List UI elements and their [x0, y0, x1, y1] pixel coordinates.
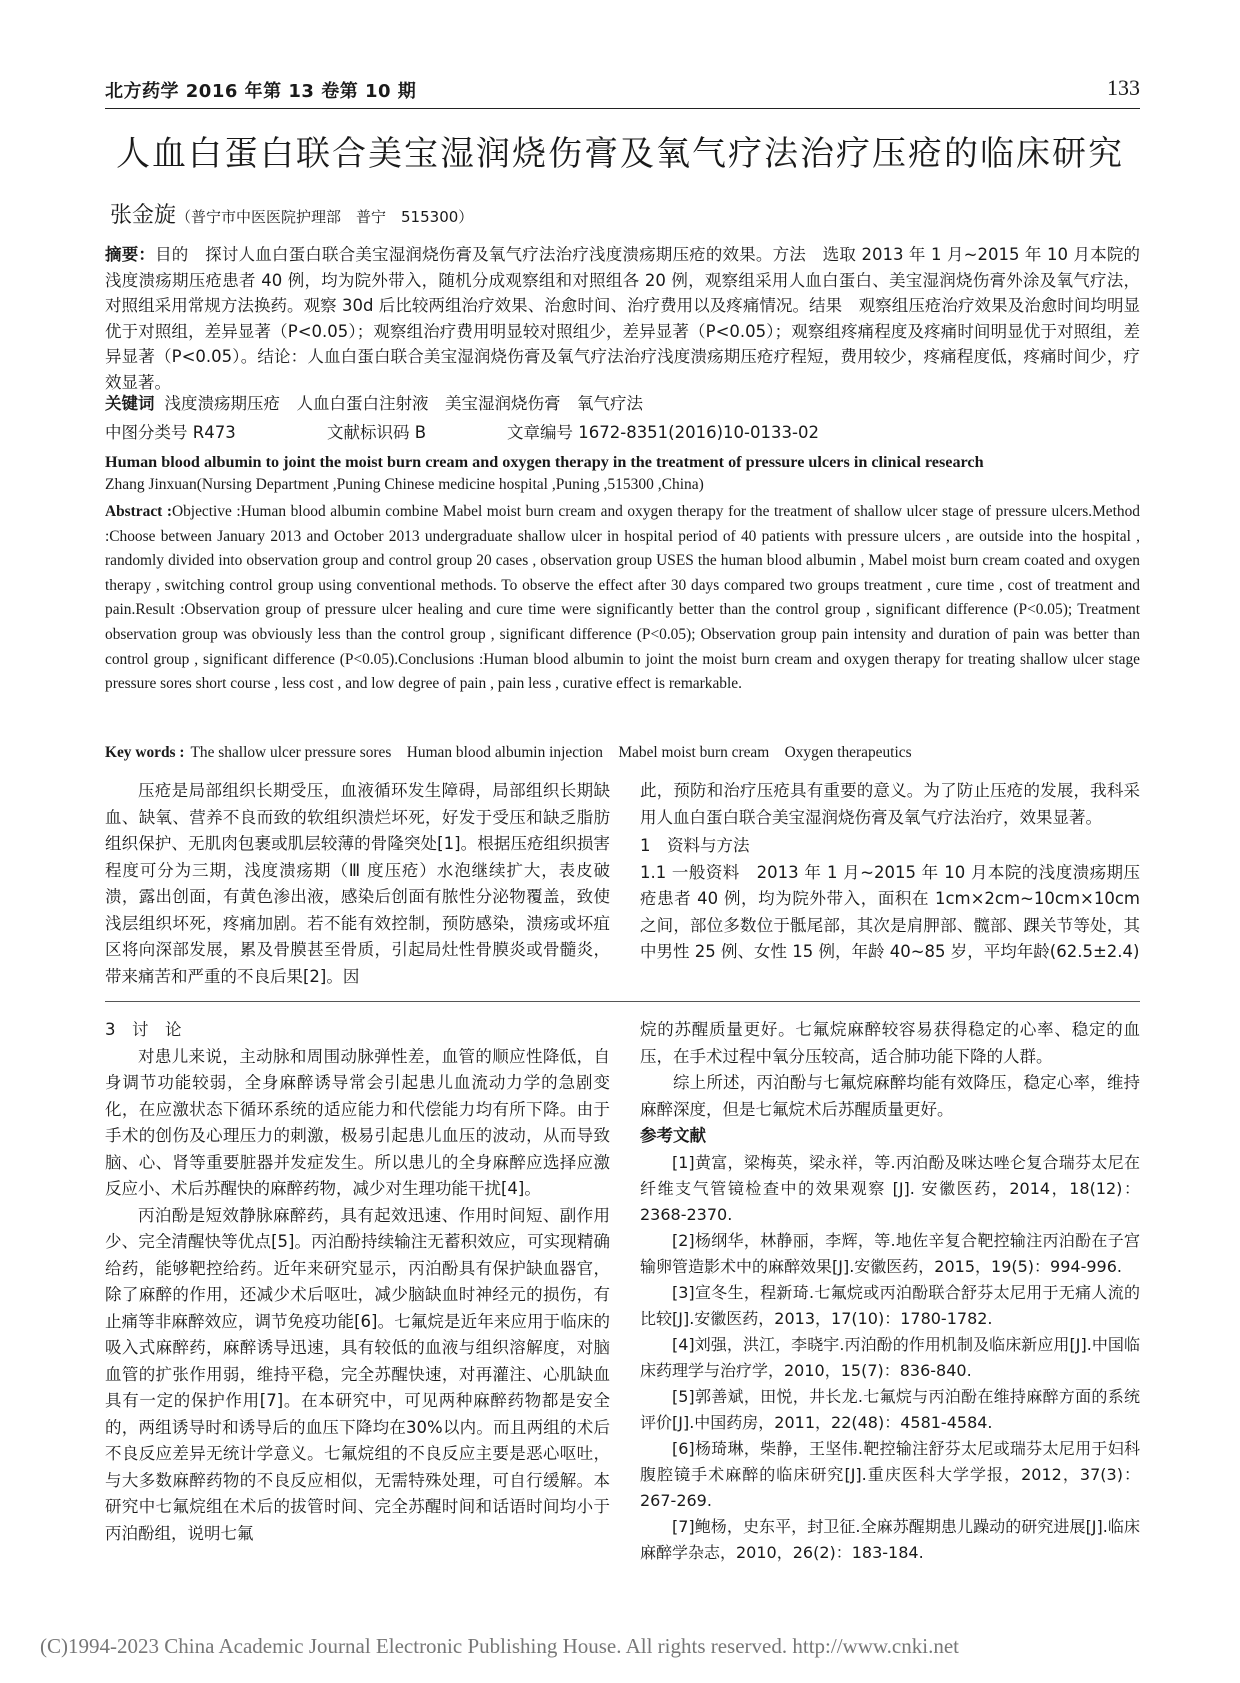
- intro-paragraph: 压疮是局部组织长期受压，血液循环发生障碍，局部组织长期缺血、缺氧、营养不良而致的软组织溃烂坏死，好发于受压和缺乏脂肪组织保护、无肌肉包裹或肌层较薄的骨隆突处[1]。根据压疮组织损害程度可分为三期，浅度溃疡期（Ⅲ 度压疮）水泡继续扩大，表皮破溃，露出创面，有黄色渗出液，感染后创面有脓性分泌物覆盖，致使浅层组织坏死，疼痛加剧。若不能有效控制，预防感染，溃疡或坏疽区将向深部发展，累及骨膜甚至骨质，引起局灶性骨膜炎或骨髓炎，带来痛苦和严重的不良后果[2]。因: [105, 781, 610, 986]
- copyright-footer: (C)1994-2023 China Academic Journal Electronic Publishing House. All rights reserved. http://www.cnki.net: [40, 1634, 959, 1658]
- summary-paragraph: 综上所述，丙泊酚与七氟烷麻醉均能有效降压，稳定心率，维持麻醉深度，但是七氟烷术后苏醒质量更好。: [640, 1073, 1140, 1119]
- discussion-continuation: 烷的苏醒质量更好。七氟烷麻醉较容易获得稳定的心率、稳定的血压，在手术过程中氧分压较高，适合肺功能下降的人群。: [640, 1020, 1140, 1066]
- abstract-en-text: Objective :Human blood albumin combine Mabel moist burn cream and oxygen therapy for the treatment of shallow ulcer stage of pressure ulcers.Method :Choose between January 2013 and October 2013 undergraduate shallow ulcer in hospital period of 40 patients with pressure ulcers , are outside into the hospital , randomly divided into observation group and control group 20 cases , observation group USES the human blood albumin , Mabel moist burn cream coated and oxygen therapy , switching control group using conventional methods. To observe the effect after 30 days compared two groups treatment , cure time , cost of treatment and pain.Result :Observation group of pressure ulcer healing and cure time were significantly better than the control group , significant difference (P<0.05); Treatment observation group was obviously less than the control group , significant difference (P<0.05); Observation group pain intensity and duration of pain was better than control group , significant difference (P<0.05).Conclusions :Human blood albumin to joint the moist burn cream and oxygen therapy for treating shallow ulcer stage pressure sores short course , less cost , and low degree of pain , pain less , curative effect is remarkable.: [105, 503, 1140, 693]
- reference-item: [3]宣冬生，程新琦.七氟烷或丙泊酚联合舒芬太尼用于无痛人流的比较[J].安徽医药，2013，17(10)：1780-1782.: [640, 1282, 1140, 1328]
- journal-info: 北方药学 2016 年第 13 卷第 10 期: [105, 81, 417, 102]
- intro-continuation: 此，预防和治疗压疮具有重要的意义。为了防止压疮的发展，我科采用人血白蛋白联合美宝湿润烧伤膏及氧气疗法治疗，效果显著。: [640, 781, 1140, 827]
- page-number: 133: [1107, 75, 1140, 100]
- abstract-english: [105, 500, 1140, 697]
- english-title: Human blood albumin to joint the moist burn cream and oxygen therapy in the treatment of pressure ulcers in clinical research: [105, 453, 984, 471]
- header-rule: [105, 108, 1140, 109]
- author-line: [110, 198, 473, 229]
- discussion-column-left: [105, 1017, 610, 1547]
- discussion-column-right: [640, 1017, 1140, 1566]
- abstract-chinese: [105, 242, 1140, 395]
- section-divider: [105, 1001, 1140, 1002]
- abstract-en-label: Abstract :: [105, 503, 172, 520]
- keywords-en-text: The shallow ulcer pressure sores Human blood albumin injection Mabel moist burn cream Oxygen therapeutics: [190, 744, 912, 761]
- reference-item: [1]黄富，梁梅英，梁永祥，等.丙泊酚及咪达唑仑复合瑞芬太尼在纤维支气管镜检查中的效果观察 [J]. 安徽医药，2014，18(12)：2368-2370.: [640, 1152, 1140, 1224]
- abstract-cn-label: 摘要：: [105, 245, 156, 264]
- keywords-en-label: Key words :: [105, 744, 185, 761]
- intro-column-right: [640, 778, 1140, 966]
- english-author: Zhang Jinxuan(Nursing Department ,Puning Chinese medicine hospital ,Puning ,515300 ,China): [105, 476, 704, 493]
- author-affiliation: （普宁市中医医院护理部 普宁 515300）: [176, 208, 474, 226]
- reference-item: [6]杨琦琳，柴静，王坚伟.靶控输注舒芬太尼或瑞芬太尼用于妇科腹腔镜手术麻醉的临床研究[J].重庆医科大学学报，2012，37(3)：267-269.: [640, 1438, 1140, 1510]
- article-number: 文章编号 1672-8351(2016)10-0133-02: [507, 423, 819, 442]
- article-title: 人血白蛋白联合美宝湿润烧伤膏及氧气疗法治疗压疮的临床研究: [116, 134, 1124, 174]
- reference-item: [7]鲍杨，史东平，封卫征.全麻苏醒期患儿躁动的研究进展[J].临床麻醉学杂志，2010，26(2)：183-184.: [640, 1516, 1140, 1562]
- keywords-english: [105, 740, 1140, 762]
- references-heading: 参考文献: [640, 1126, 706, 1145]
- general-data-paragraph: 1.1 一般资料 2013 年 1 月~2015 年 10 月本院的浅度溃疡期压疮患者 40 例，均为院外带入，面积在 1cm×2cm~10cm×10cm 之间，部位多数位于骶尾部，其次是肩胛部、髋部、踝关节等处，其中男性 25 例、女性 15 例，年龄 40~85 岁，平均年龄(62.5±2.4): [640, 862, 1140, 961]
- keywords-cn-text: 浅度溃疡期压疮 人血白蛋白注射液 美宝湿润烧伤膏 氧气疗法: [164, 394, 643, 413]
- discussion-paragraph: 对患儿来说，主动脉和周围动脉弹性差，血管的顺应性降低，自身调节功能较弱，全身麻醉诱导常会引起患儿血流动力学的急剧变化，在应激状态下循环系统的适应能力和代偿能力均有所下降。由于手术的创伤及心理压力的刺激，极易引起患儿血压的波动，从而导致脑、心、肾等重要脏器并发症发生。所以患儿的全身麻醉应选择应激反应小、术后苏醒快的麻醉药物，减少对生理功能干扰[4]。: [105, 1046, 610, 1198]
- reference-item: [2]杨纲华，林静丽，李辉，等.地佐辛复合靶控输注丙泊酚在子宫输卵管造影术中的麻醉效果[J].安徽医药，2015，19(5)：994-996.: [640, 1230, 1140, 1276]
- section-heading-methods: 1 资料与方法: [640, 836, 750, 855]
- abstract-cn-text: 目的 探讨人血白蛋白联合美宝湿润烧伤膏及氧气疗法治疗浅度溃疡期压疮的效果。方法 选取 2013 年 1 月~2015 年 10 月本院的浅度溃疡期压疮患者 40 例，均为院外带入，随机分成观察组和对照组各 20 例，观察组采用人血白蛋白、美宝湿润烧伤膏外涂及氧气疗法，对照组采用常规方法换药。观察 30d 后比较两组治疗效果、治愈时间、治疗费用以及疼痛情况。结果 观察组压疮治疗效果及治愈时间均明显优于对照组，差异显著（P<0.05）；观察组治疗费用明显较对照组少，差异显著（P<0.05）；观察组疼痛程度及疼痛时间明显优于对照组，差异显著（P<0.05）。结论：人血白蛋白联合美宝湿润烧伤膏及氧气疗法治疗浅度溃疡期压疮疗程短，费用较少，疼痛程度低，疼痛时间少，疗效显著。: [105, 245, 1141, 392]
- reference-item: [5]郭善斌，田悦，井长龙.七氟烷与丙泊酚在维持麻醉方面的系统评价[J].中国药房，2011，22(48)：4581-4584.: [640, 1386, 1140, 1432]
- running-head: [105, 77, 1140, 103]
- reference-item: [4]刘强，洪江，李晓宇.丙泊酚的作用机制及临床新应用[J].中国临床药理学与治疗学，2010，15(7)：836-840.: [640, 1334, 1140, 1380]
- keywords-chinese: [105, 391, 1140, 417]
- intro-column-left: [105, 778, 610, 990]
- discussion-paragraph: 丙泊酚是短效静脉麻醉药，具有起效迅速、作用时间短、副作用少、完全清醒快等优点[5]。丙泊酚持续输注无蓄积效应，可实现精确给药，能够靶控给药。近年来研究显示，丙泊酚具有保护缺血器官，除了麻醉的作用，还减少术后呕吐，减少脑缺血时神经元的损伤，有止痛等非麻醉效应，调节免疫功能[6]。七氟烷是近年来应用于临床的吸入式麻醉药，麻醉诱导迅速，具有较低的血液与组织溶解度，对脑血管的扩张作用弱，维持平稳，完全苏醒快速，对再灌注、心肌缺血具有一定的保护作用[7]。在本研究中，可见两种麻醉药物都是安全的，两组诱导时和诱导后的血压下降均在30%以内。而且两组的术后不良反应差异无统计学意义。七氟烷组的不良反应主要是恶心呕吐，与大多数麻醉药物的不良反应相似，无需特殊处理，可自行缓解。本研究中七氟烷组在术后的拔管时间、完全苏醒时间和话语时间均小于丙泊酚组，说明七氟: [105, 1205, 610, 1543]
- discussion-heading: 3 讨 论: [105, 1020, 182, 1039]
- document-code: 文献标识码 B: [327, 423, 427, 442]
- clc-number: 中图分类号 R473: [105, 423, 236, 442]
- keywords-cn-label: 关键词: [105, 394, 155, 413]
- classification-line: [105, 420, 1140, 446]
- author-name: 张金旋: [110, 203, 177, 228]
